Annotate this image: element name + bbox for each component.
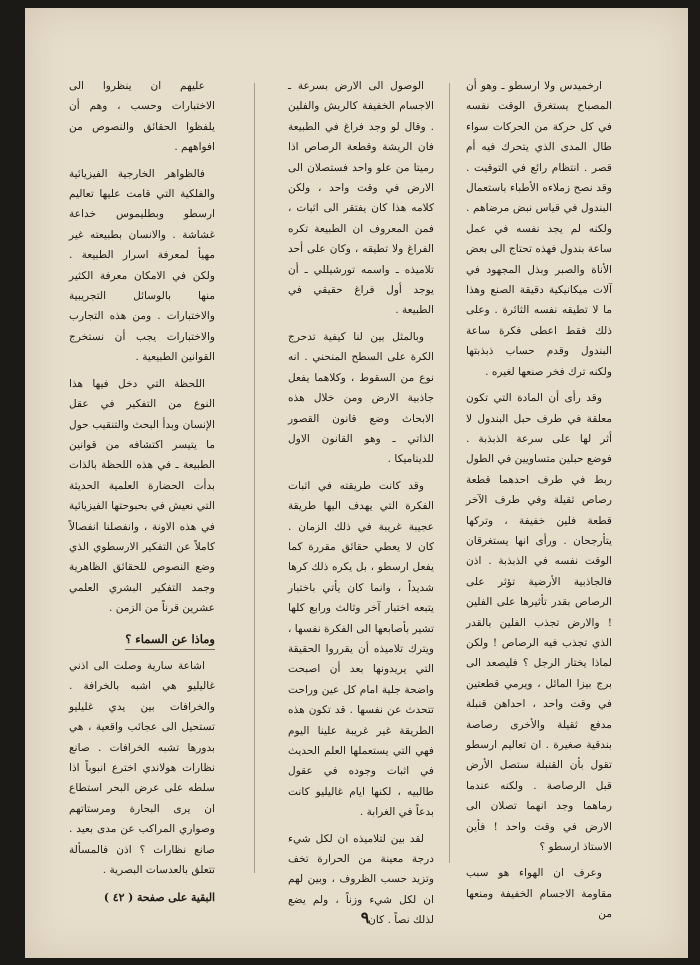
paragraph: لقد بين لتلاميذه ان لكل شيء درجة معينة من الحرارة تخف وتزيد حسب الظروف ، وبين لهم ان لكل شيء وزناً ، ولم يضع لذلك نصاً . كان (288, 832, 434, 927)
paragraph: ارخميدس ولا ارسطو ـ وهو أن المصباح يستغرق الوقت نفسه في كل حركة من الحركات سواء طال المدى الذي يتحرك فيه أم قصر . انتظام رائع في التوقيت . وقد نصح زملاءه الأطباء باستعمال البندول في قياس نبض مرضاهم . ولكنه لم يجد نفسه في عمل ساعة بندول فهذه تحتاج الى بعض الأناة والصبر وبذل المجهود في آلات ميكانيكية دقيقة الصنع وهذا ما لا تطيقه نفسه الثائرة . وعلى ذلك فقط اعطى فكرة ساعة البندول وقدم حساب ذبذبتها ولكنه ترك فخر صنعها لغيره . (466, 80, 612, 378)
paragraph: اشاعة سارية وصلت الى اذني غاليليو هي اشبه بالخرافة . والخرافات بين يدي غليليو تستحيل الى عجائب واقعية ، هي بدورها تشبه الخرافات . صانع نظارات هولاندي اخترع انبوباً اذا سلطه على عرض البحر استطاع ان يرى البحارة ومرستاتهم وصواري المراكب عن مدى بعيد . صانع نظارات ؟ اذن فالمسألة تتعلق بالعدسات البصرية . (69, 659, 215, 877)
paragraph: وقد رأى أن المادة التي تكون معلقة في طرف حبل البندول لا أثر لها على سرعة الذبذبة . فوضع حبلين متساويين في الطول ربط في طرف احدهما قطعة رصاص ثقيلة وفي طرف الآخر قطعة فلين خفيفة ، وتركها يتأرجحان . ورأى انها يستغرقان الوقت نفسه في الذبذبة . اذن فالجاذبية الأرضية تؤثر على الرصاص بقدر تأثيرها على الفلين ! والارض تجذب الفلين بالقدر الذي تجذب فيه الرصاص ! ولكن لماذا يختار الرجل ؟ فليصعد الى برج بيزا المائل ، ويرمي قطعتين في وقت واحد ، احداهن قنبلة مدفع ثقيلة والأخرى رصاصة بندقية صغيرة . ان تعاليم ارسطو تقول بأن القنبلة ستصل الأرض قبل الرصاصة . ولكنه عندما رماهما وجد انهما تصلان الى الارض في وقت واحد ! فأين الاستاذ ارسطو ؟ (466, 392, 612, 854)
column-divider (254, 83, 255, 873)
paragraph: الوصول الى الارض بسرعة ـ الاجسام الخفيفة كالريش والفلين . وقال لو وجد فراغ في الطبيعة فان الريشة وقطعة الرصاص اذا رميتا من علو واحد فستصلان الى الارض في وقت واحد ، ولكن كلامه هذا كان يفتقر الى اثبات ، فمن المعروف ان الطبيعة تكره الفراغ ولا تطيقه ، وكان على أحد تلاميذه ـ واسمه تورشيللي ـ أن يوجد أول فراغ حقيقي في الطبيعة . (288, 80, 434, 317)
paragraph: فالظواهر الخارجية الفيزيائية والفلكية التي قامت عليها تعاليم ارسطو وبطليموس خداعة غشاشة . والانسان بطبيعته غير مهيأ لمعرفة اسرار الطبيعة . ولكن في الامكان معرفة الكثير منها بالوسائل التجريبية والاختبارات . ومن هذه التجارب والاختبارات يجب أن نستخرج القوانين الطبيعية . (69, 167, 215, 364)
continued-note: البقية على صفحة ( ٤٢ ) (103, 891, 215, 905)
text-column-right (466, 76, 612, 921)
column-divider (449, 83, 450, 863)
section-heading: وماذا عن السماء ؟ (125, 629, 215, 650)
paragraph: عليهم ان ينظروا الى الاختبارات وحسب ، وهم أن يلفظوا الحقائق والنصوص من افواههم . (69, 80, 215, 154)
magazine-page (25, 8, 688, 958)
text-column-left (69, 76, 215, 905)
paragraph: وبالمثل بين لنا كيفية تدحرج الكرة على السطح المنحني . انه نوع من السقوط ، وكلاهما يفعل جاذبية الارض ومن خلال هذه الابحاث وضع قانون القصور الذاتي ـ وهو القانون الاول للديناميكا . (288, 330, 434, 466)
paragraph: وقد كانت طريقته في اثبات الفكرة التي يهدف اليها طريقة عجيبة غريبة في ذلك الزمان . كان لا يعطي حقائق مقررة كما يفعل ارسطو ، بل يكره ذلك كرها شديداً ، وانما كان يأتي باختبار يتبعه اختبار آخر وثالث ورابع كلها تشير بأصابعها الى الفكرة نفسها ، ويترك تلاميذه أن يقرروا الحقيقة التي يريدونها بعد أن اصبحت واضحة جلية امام كل عين وراحت تتحدث عن نفسها . قد تكون هذه الطريقة غير غريبة علينا اليوم فهي التي يستعملها العلم الحديث في اثبات وجوده في عقول طالبيه ، لكنها ايام غاليليو كانت بدعاً في الغرابة . (288, 479, 434, 819)
paragraph: وعرف ان الهواء هو سبب مقاومة الاجسام الخفيفة ومنعها من (466, 867, 612, 921)
page-number: ٩ (360, 908, 370, 927)
paragraph: اللحظة التي دخل فيها هذا النوع من التفكير في عقل الإنسان وبدأ البحث والتنقيب حول ما يتيسر اكتشافه من قوانين الطبيعة ـ في هذه اللحظة بالذات بدأت الحضارة العلمية الحديثة التي نعيش في بحبوحتها الفيزيائية في هذه الاونة ، وانفصلنا انفصالاً كاملاً عن التفكير الارسطوي الذي وضع النصوص للحقائق الظاهرية وجمد التفكير البشري العلمي عشرين قرناً من الزمن . (69, 377, 215, 615)
text-column-middle (288, 76, 434, 927)
